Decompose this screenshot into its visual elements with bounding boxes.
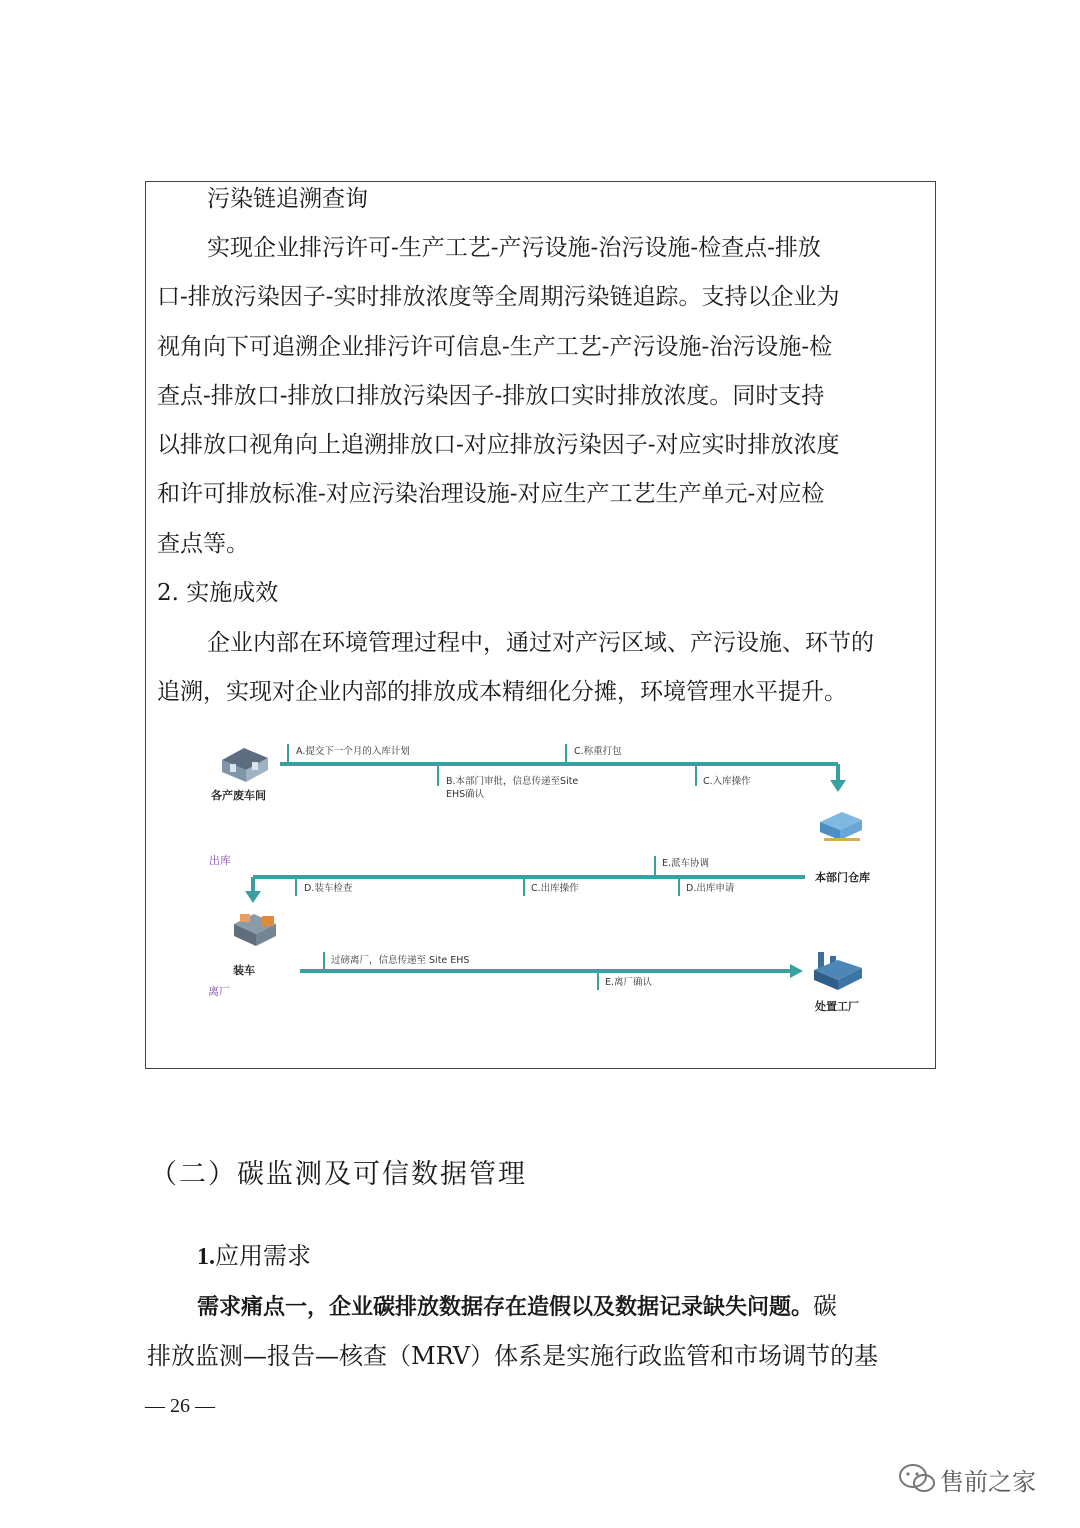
step-c-weigh: C.称重打包 bbox=[574, 746, 622, 757]
watermark: 售前之家 bbox=[940, 1468, 1036, 1496]
step-weigh-leave: 过磅离厂，信息传递至 Site EHS bbox=[331, 955, 470, 966]
step-c-in: C.入库操作 bbox=[703, 776, 751, 787]
paragraph-line: 和许可排放标准-对应污染治理设施-对应生产工艺生产单元-对应检 bbox=[157, 481, 825, 507]
step-b-line1: B.本部门审批，信息传递至Site bbox=[446, 776, 579, 787]
requirement-number: 1. bbox=[197, 1244, 215, 1270]
step-c-out: C.出库操作 bbox=[531, 883, 579, 894]
step-d-check: D.装车检查 bbox=[304, 883, 353, 894]
warehouse-icon bbox=[820, 812, 862, 841]
step-a: A.提交下一个月的入库计划 bbox=[296, 746, 410, 757]
node-disposal: 处置工厂 bbox=[815, 1000, 859, 1013]
sub-heading: 2. 实施成效 bbox=[157, 580, 279, 606]
step-b-line2: EHS确认 bbox=[446, 789, 485, 800]
step-d-apply: D.出库申请 bbox=[686, 883, 735, 894]
truck-icon bbox=[234, 914, 276, 946]
requirement-title: 应用需求 bbox=[215, 1242, 311, 1270]
box-heading: 污染链追溯查询 bbox=[207, 186, 368, 212]
step-e-confirm: E.离厂确认 bbox=[605, 977, 653, 988]
requirement-heading bbox=[197, 1236, 311, 1271]
paragraph-line: 查点-排放口-排放口排放污染因子-排放口实时排放浓度。同时支持 bbox=[157, 383, 825, 409]
workshop-icon bbox=[222, 748, 268, 782]
paragraph-line: 企业内部在环境管理过程中，通过对产污区域、产污设施、环节的 bbox=[207, 630, 874, 656]
node-warehouse: 本部门仓库 bbox=[815, 871, 870, 884]
section-title: （二）碳监测及可信数据管理 bbox=[150, 1159, 527, 1190]
pain-point-line bbox=[197, 1286, 837, 1321]
step-e-car: E.派车协调 bbox=[662, 858, 710, 869]
label-out: 出库 bbox=[209, 854, 231, 867]
paragraph-line: 以排放口视角向上追溯排放口-对应排放污染因子-对应实时排放浓度 bbox=[157, 432, 840, 458]
paragraph-line: 查点等。 bbox=[157, 531, 249, 557]
paragraph-line: 视角向下可追溯企业排污许可信息-生产工艺-产污设施-治污设施-检 bbox=[157, 334, 833, 360]
paragraph-line: 口-排放污染因子-实时排放浓度等全周期污染链追踪。支持以企业为 bbox=[157, 284, 840, 310]
paragraph-line: 实现企业排污许可-生产工艺-产污设施-治污设施-检查点-排放 bbox=[207, 235, 821, 261]
pain-point-tail: 碳 bbox=[813, 1292, 838, 1320]
label-leave: 离厂 bbox=[208, 985, 230, 998]
page-number: — 26 — bbox=[145, 1395, 215, 1417]
paragraph-line: 排放监测—报告—核查（MRV）体系是实施行政监管和市场调节的基 bbox=[147, 1342, 879, 1370]
node-loading: 装车 bbox=[233, 964, 255, 977]
paragraph-line: 追溯，实现对企业内部的排放成本精细化分摊，环境管理水平提升。 bbox=[157, 679, 847, 705]
node-workshop: 各产废车间 bbox=[211, 789, 266, 802]
pain-point-bold: 需求痛点一，企业碳排放数据存在造假以及数据记录缺失问题。 bbox=[197, 1295, 814, 1320]
factory-icon bbox=[814, 952, 862, 990]
